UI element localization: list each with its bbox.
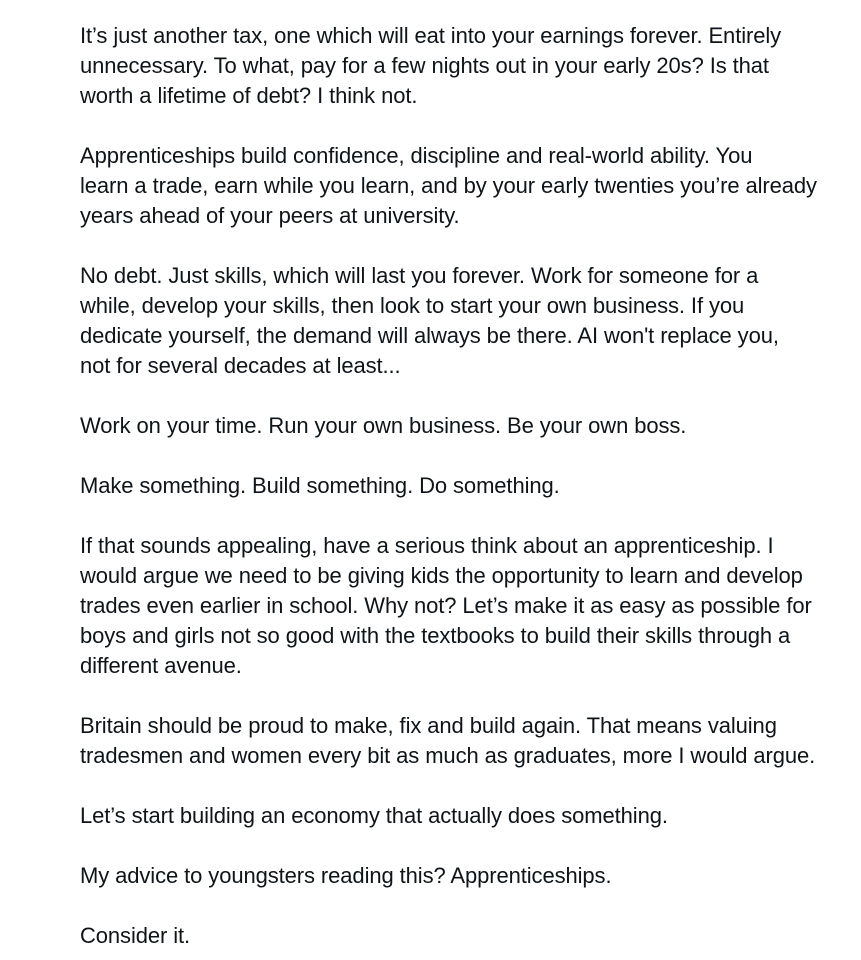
text-line: learn a trade, earn while you learn, and by your early twenties you’re already (80, 173, 817, 198)
text-line: Work on your time. Run your own business. Be your own boss. (80, 413, 687, 438)
paragraph-economy (80, 801, 860, 831)
paragraph-make-something (80, 471, 860, 501)
text-line: No debt. Just skills, which will last you forever. Work for someone for a (80, 263, 759, 288)
paragraph-britain (80, 711, 860, 771)
paragraph-tax (80, 21, 860, 111)
text-line: would argue we need to be giving kids the opportunity to learn and develop (80, 563, 803, 588)
paragraph-serious-think (80, 531, 860, 681)
text-line: Make something. Build something. Do something. (80, 473, 560, 498)
text-line: Apprenticeships build confidence, discipline and real-world ability. You (80, 143, 753, 168)
text-line: My advice to youngsters reading this? Apprenticeships. (80, 863, 612, 888)
paragraph-advice (80, 861, 860, 891)
paragraph-no-debt (80, 261, 860, 381)
text-line: boys and girls not so good with the textbooks to build their skills through a (80, 623, 791, 648)
text-line: trades even earlier in school. Why not? Let’s make it as easy as possible for (80, 593, 812, 618)
post-text-body (80, 21, 860, 951)
text-line: If that sounds appealing, have a serious think about an apprenticeship. I (80, 533, 774, 558)
text-line: dedicate yourself, the demand will always be there. AI won't replace you, (80, 323, 779, 348)
text-line: tradesmen and women every bit as much as graduates, more I would argue. (80, 743, 816, 768)
paragraph-apprenticeships-benefits (80, 141, 860, 231)
text-line: Consider it. (80, 923, 191, 948)
text-line: while, develop your skills, then look to start your own business. If you (80, 293, 745, 318)
text-line: Britain should be proud to make, fix and build again. That means valuing (80, 713, 777, 738)
text-line: not for several decades at least... (80, 353, 401, 378)
text-line: Let’s start building an economy that actually does something. (80, 803, 668, 828)
text-line: different avenue. (80, 653, 242, 678)
text-line: unnecessary. To what, pay for a few nights out in your early 20s? Is that (80, 53, 769, 78)
paragraph-own-boss (80, 411, 860, 441)
text-line: worth a lifetime of debt? I think not. (80, 83, 418, 108)
text-line: It’s just another tax, one which will eat into your earnings forever. Entirely (80, 23, 782, 48)
paragraph-consider-it (80, 921, 860, 951)
text-line: years ahead of your peers at university. (80, 203, 460, 228)
